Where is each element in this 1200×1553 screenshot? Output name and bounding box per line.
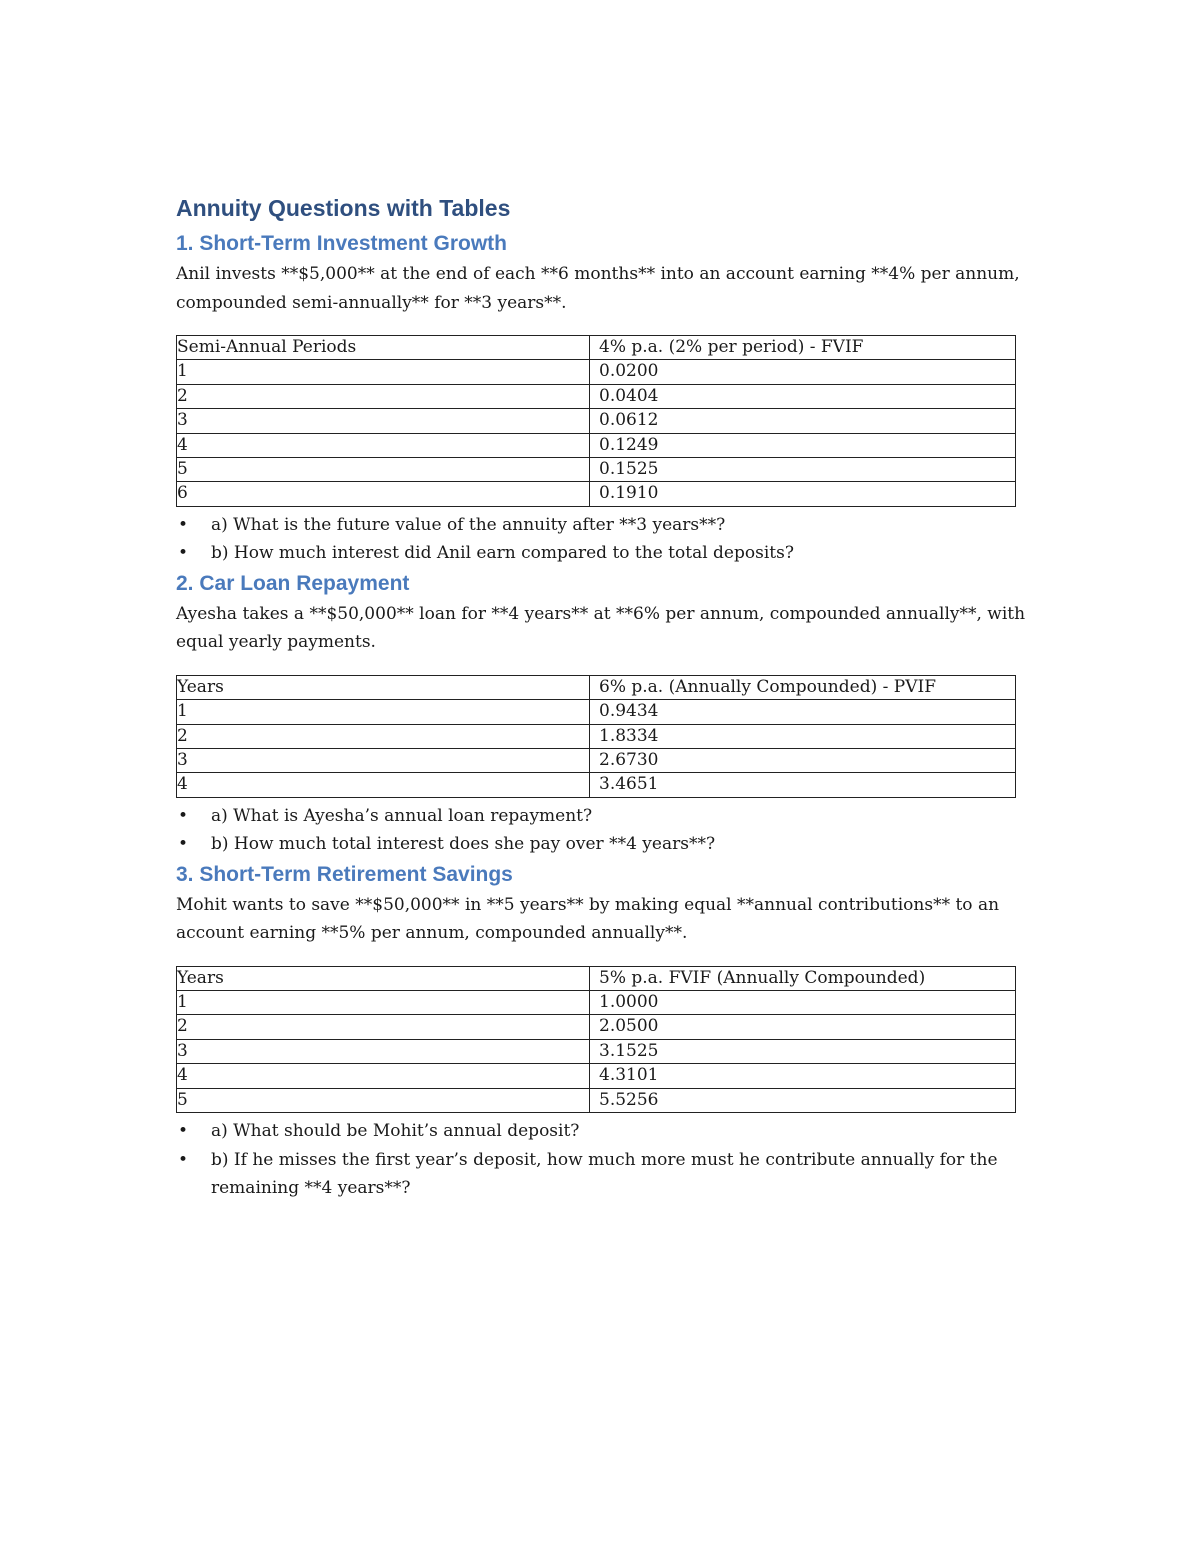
table-cell: 2.0500 — [590, 1015, 1016, 1039]
table-cell: 3.1525 — [590, 1039, 1016, 1063]
question-item — [176, 1117, 1026, 1146]
bullet-icon: • — [177, 1121, 189, 1142]
question-text: b) How much total interest does she pay over **4 years**? — [211, 834, 716, 855]
table-header-row — [177, 675, 1016, 699]
table-cell: 1 — [177, 360, 590, 384]
question-text: a) What should be Mohit’s annual deposit? — [211, 1121, 580, 1142]
table-header-cell: 6% p.a. (Annually Compounded) - PVIF — [590, 675, 1016, 699]
table-cell: 4 — [177, 433, 590, 457]
bullet-icon: • — [177, 805, 189, 826]
table-cell: 5.5256 — [590, 1088, 1016, 1112]
table-cell: 4 — [177, 773, 590, 797]
table-header-cell: Years — [177, 966, 590, 990]
question-text: b) If he misses the first year’s deposit, how much more must he contribute annually for the remaining **4 years**? — [211, 1149, 998, 1199]
question-item — [176, 511, 1026, 540]
pvif-table — [176, 675, 1016, 798]
table-cell: 0.0200 — [590, 360, 1016, 384]
table-header-cell: Years — [177, 675, 590, 699]
table-cell: 3 — [177, 748, 590, 772]
table-cell: 1.8334 — [590, 724, 1016, 748]
table-header-row — [177, 966, 1016, 990]
section-heading: 2. Car Loan Repayment — [176, 571, 410, 595]
table-cell: 1.0000 — [590, 991, 1016, 1015]
section-short-term-investment — [176, 228, 1026, 568]
table-header-cell: Semi-Annual Periods — [177, 336, 590, 360]
section-heading: 3. Short-Term Retirement Savings — [176, 862, 513, 886]
table-cell: 3 — [177, 409, 590, 433]
table-row — [177, 360, 1016, 384]
question-item — [176, 802, 1026, 831]
table-cell: 5 — [177, 1088, 590, 1112]
table-cell: 6 — [177, 482, 590, 506]
table-header-cell: 5% p.a. FVIF (Annually Compounded) — [590, 966, 1016, 990]
table-row — [177, 748, 1016, 772]
question-item — [176, 830, 1026, 859]
table-cell: 2.6730 — [590, 748, 1016, 772]
table-header-row — [177, 336, 1016, 360]
table-row — [177, 433, 1016, 457]
document-page — [176, 188, 1026, 1203]
fvif-table — [176, 966, 1016, 1113]
question-list — [176, 802, 1026, 859]
table-cell: 2 — [177, 384, 590, 408]
table-cell: 3 — [177, 1039, 590, 1063]
section-intro: Mohit wants to save **$50,000** in **5 years** by making equal **annual contributions** to an account earning **5% per annum, compounded annually**. — [176, 894, 1000, 944]
question-text: a) What is Ayesha’s annual loan repayment? — [211, 805, 593, 826]
table-row — [177, 1064, 1016, 1088]
table-cell: 0.9434 — [590, 700, 1016, 724]
question-text: b) How much interest did Anil earn compared to the total deposits? — [211, 543, 794, 564]
section-intro: Anil invests **$5,000** at the end of each **6 months** into an account earning **4% per annum, compounded semi-annually** for **3 years**. — [176, 264, 1020, 313]
table-row — [177, 482, 1016, 506]
table-cell: 2 — [177, 1015, 590, 1039]
table-row — [177, 724, 1016, 748]
table-row — [177, 700, 1016, 724]
table-header-cell: 4% p.a. (2% per period) - FVIF — [590, 336, 1016, 360]
table-row — [177, 773, 1016, 797]
bullet-icon: • — [177, 1149, 189, 1170]
question-item — [176, 1146, 1026, 1203]
table-cell: 4.3101 — [590, 1064, 1016, 1088]
bullet-icon: • — [177, 514, 189, 535]
table-row — [177, 384, 1016, 408]
table-row — [177, 1015, 1016, 1039]
table-cell: 5 — [177, 457, 590, 481]
table-cell: 2 — [177, 724, 590, 748]
document-title: Annuity Questions with Tables — [176, 195, 511, 221]
table-cell: 0.0404 — [590, 384, 1016, 408]
section-car-loan — [176, 568, 1026, 859]
table-cell: 3.4651 — [590, 773, 1016, 797]
table-cell: 0.1525 — [590, 457, 1016, 481]
section-intro: Ayesha takes a **$50,000** loan for **4 years** at **6% per annum, compounded annually**, with equal yearly payments. — [176, 603, 1026, 653]
fvif-table — [176, 335, 1016, 507]
table-row — [177, 1088, 1016, 1112]
table-cell: 4 — [177, 1064, 590, 1088]
bullet-icon: • — [177, 543, 189, 564]
question-list — [176, 1117, 1026, 1203]
table-row — [177, 409, 1016, 433]
section-retirement-savings — [176, 859, 1026, 1203]
question-text: a) What is the future value of the annuity after **3 years**? — [211, 514, 726, 535]
table-row — [177, 991, 1016, 1015]
question-list — [176, 511, 1026, 568]
bullet-icon: • — [177, 834, 189, 855]
table-cell: 1 — [177, 991, 590, 1015]
table-cell: 1 — [177, 700, 590, 724]
table-cell: 0.1249 — [590, 433, 1016, 457]
table-cell: 0.1910 — [590, 482, 1016, 506]
section-heading: 1. Short-Term Investment Growth — [176, 232, 507, 255]
table-row — [177, 457, 1016, 481]
question-item — [176, 539, 1026, 568]
table-cell: 0.0612 — [590, 409, 1016, 433]
table-row — [177, 1039, 1016, 1063]
